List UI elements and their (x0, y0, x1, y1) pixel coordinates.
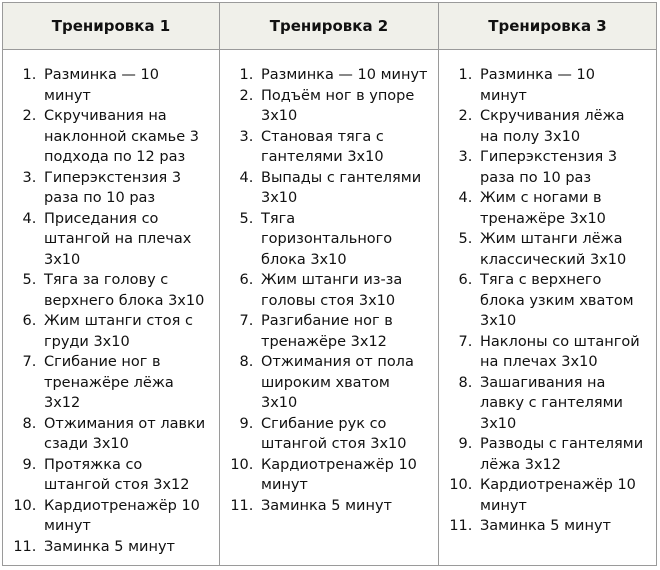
exercise-item: 2. Подъём ног в упоре 3х10 (258, 86, 428, 127)
exercise-item: 7. Сгибание ног в тренажёре лёжа 3х12 (41, 352, 209, 414)
header-row (3, 3, 657, 50)
exercise-item: 5. Жим штанги лёжа классический 3х10 (477, 229, 646, 270)
exercise-item: 2. Скручивания лёжа на полу 3х10 (477, 106, 646, 147)
exercise-item: 11. Заминка 5 минут (477, 516, 646, 537)
workout-table (2, 2, 657, 566)
exercise-item: 3. Становая тяга с гантелями 3х10 (258, 127, 428, 168)
exercise-item: 10. Кардиотренажёр 10 минут (41, 496, 209, 537)
exercise-item: 3. Гиперэкстензия 3 раза по 10 раз (41, 168, 209, 209)
exercise-item: 9. Разводы с гантелями лёжа 3х12 (477, 434, 646, 475)
exercise-item: 6. Жим штанги из-за головы стоя 3х10 (258, 270, 428, 311)
exercise-item: 9. Протяжка со штангой стоя 3х12 (41, 455, 209, 496)
exercise-item: 5. Тяга горизонтального блока 3х10 (258, 209, 428, 271)
workout-1-list (3, 65, 219, 557)
exercise-item: 8. Отжимания от лавки сзади 3х10 (41, 414, 209, 455)
exercise-item: 6. Тяга с верхнего блока узким хватом 3х10 (477, 270, 646, 332)
exercise-item: 7. Наклоны со штангой на плечах 3х10 (477, 332, 646, 373)
exercise-item: 4. Приседания со штангой на плечах 3х10 (41, 209, 209, 271)
workout-3-cell (439, 50, 657, 566)
exercise-item: 11. Заминка 5 минут (258, 496, 428, 517)
exercise-item: 9. Сгибание рук со штангой стоя 3х10 (258, 414, 428, 455)
exercise-item: 1. Разминка — 10 минут (477, 65, 646, 106)
exercise-item: 2. Скручивания на наклонной скамье 3 подхода по 12 раз (41, 106, 209, 168)
exercise-item: 4. Выпады с гантелями 3х10 (258, 168, 428, 209)
exercise-item: 1. Разминка — 10 минут (41, 65, 209, 106)
exercise-item: 4. Жим с ногами в тренажёре 3х10 (477, 188, 646, 229)
exercise-item: 6. Жим штанги стоя с груди 3х10 (41, 311, 209, 352)
body-row (3, 50, 657, 566)
exercise-item: 8. Зашагивания на лавку с гантелями 3х10 (477, 373, 646, 435)
exercise-item: 10. Кардиотренажёр 10 минут (477, 475, 646, 516)
workout-1-cell (3, 50, 220, 566)
workout-3-list (439, 65, 656, 537)
workout-1-title: Тренировка 1 (3, 3, 220, 50)
exercise-item: 8. Отжимания от пола широким хватом 3х10 (258, 352, 428, 414)
workout-2-list (220, 65, 438, 516)
exercise-item: 5. Тяга за голову с верхнего блока 3х10 (41, 270, 209, 311)
exercise-item: 11. Заминка 5 минут (41, 537, 209, 558)
exercise-item: 1. Разминка — 10 минут (258, 65, 428, 86)
exercise-item: 7. Разгибание ног в тренажёре 3х12 (258, 311, 428, 352)
workout-2-cell (220, 50, 439, 566)
workout-3-title: Тренировка 3 (439, 3, 657, 50)
exercise-item: 10. Кардиотренажёр 10 минут (258, 455, 428, 496)
exercise-item: 3. Гиперэкстензия 3 раза по 10 раз (477, 147, 646, 188)
workout-2-title: Тренировка 2 (220, 3, 439, 50)
